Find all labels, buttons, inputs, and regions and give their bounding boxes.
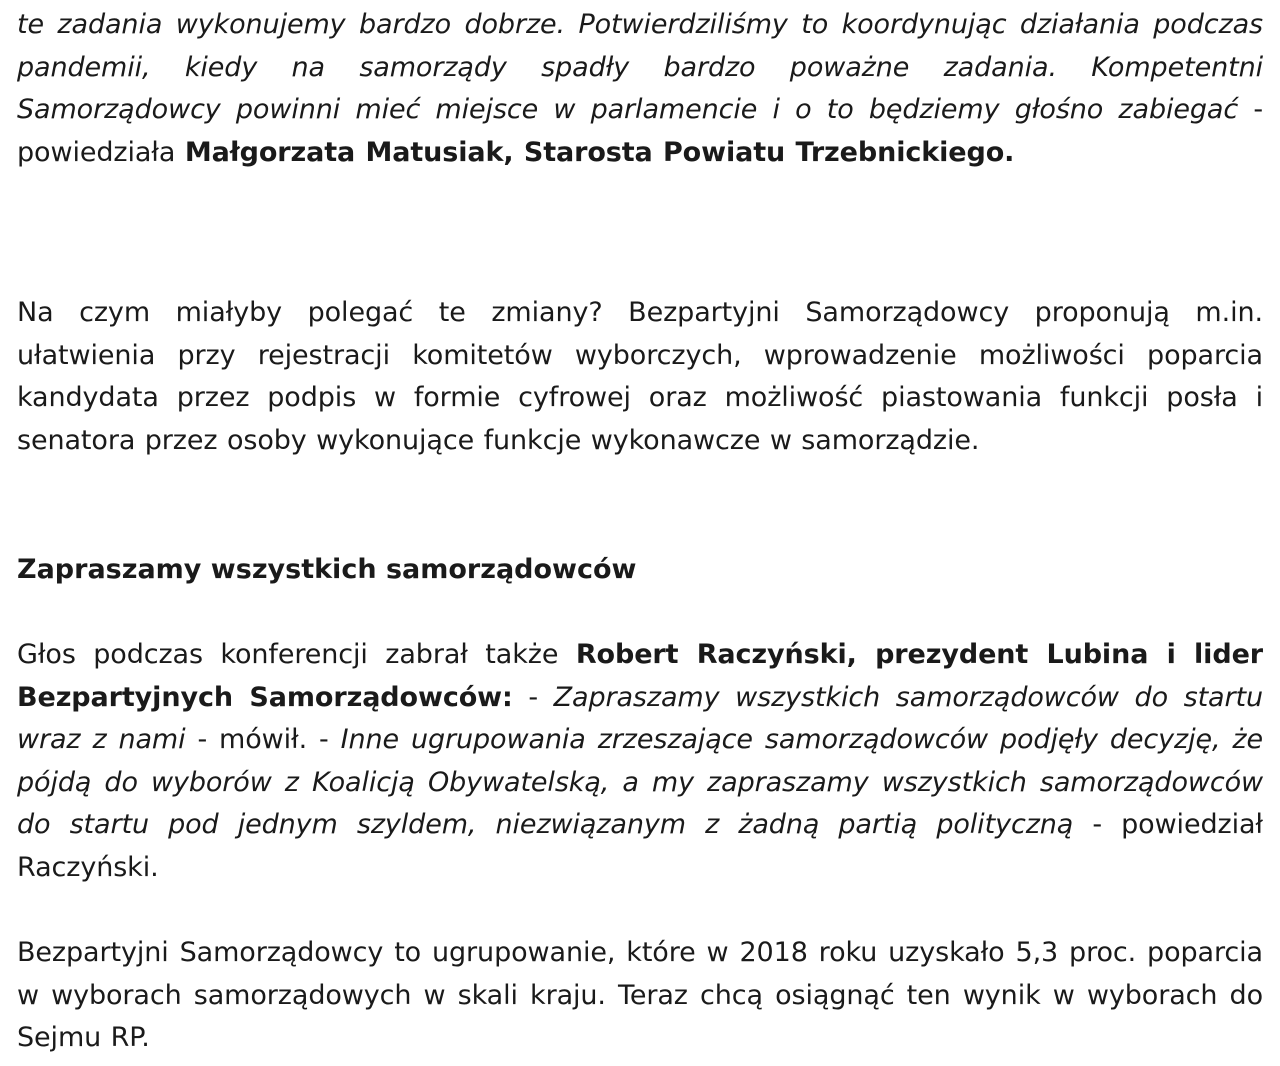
speaker-name: Robert Raczyński, prezydent Lubina i lider Bezpartyjnych Samorządowców: (17, 639, 1263, 713)
attribution-text: - mówił. - (185, 724, 341, 756)
quote-text: te zadania wykonujemy bardzo dobrze. Potwierdziliśmy to koordynując działania podczas pandemii, kiedy na samorządy spadły bardzo poważne zadania. Kompetentni Samorządowcy powinni mieć miejsce w parlamencie i o to będziemy głośno zabiegać (17, 9, 1263, 126)
speaker-name: Małgorzata Matusiak, Starosta Powiatu Trzebnickiego. (184, 136, 1015, 168)
paragraph-quote-raczynski (17, 634, 1263, 890)
quote-text: Zapraszamy wszystkich samorządowców do startu wraz z nami (17, 681, 1263, 756)
attribution-text: - powiedział Raczyński. (17, 809, 1263, 883)
quote-text: Inne ugrupowania zrzeszające samorządowców podjęły decyzję, że pójdą do wyborów z Koalicją Obywatelską, a my zapraszamy wszystkich samorządowców do startu pod jednym szyldem, niezwiązanym z żadną partią polityczną (17, 724, 1263, 841)
dash-text: - (512, 681, 554, 713)
paragraph-election-result: Bezpartyjni Samorządowcy to ugrupowanie, które w 2018 roku uzyskało 5,3 proc. poparcia w wyborach samorządowych w skali kraju. Teraz chcą osiągnąć ten wynik w wyborach do Sejmu RP. (17, 937, 1263, 1054)
attribution-text: - powiedziała (17, 94, 1263, 168)
intro-text: Głos podczas konferencji zabrał także (17, 639, 576, 670)
paragraph-quote-matusiak (17, 4, 1263, 174)
paragraph-proposed-changes: Na czym miałyby polegać te zmiany? Bezpartyjni Samorządowcy proponują m.in. ułatwienia przy rejestracji komitetów wyborczych, wprowadzenie możliwości poparcia kandydata przez podpis w formie cyfrowej oraz możliwość piastowania funkcji posła i senatora przez osoby wykonujące funkcje wykonawcze w samorządzie. (17, 297, 1263, 456)
section-heading: Zapraszamy wszystkich samorządowców (17, 554, 637, 585)
